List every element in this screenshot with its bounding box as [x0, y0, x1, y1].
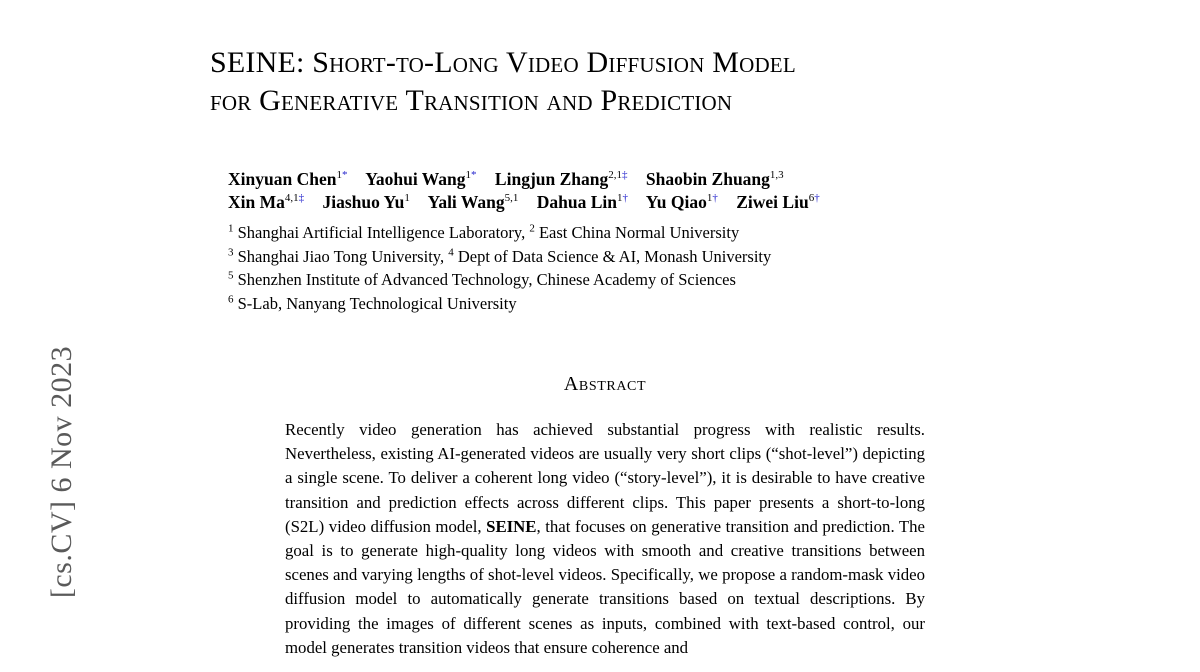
author-block: [228, 168, 1000, 214]
author-affil-sup: 1: [706, 192, 713, 205]
author-line-2: [228, 191, 1000, 214]
author-name: Xinyuan Chen: [228, 169, 337, 189]
author-mark-sup: †: [622, 192, 628, 205]
affiliation-line: [228, 245, 1000, 269]
affiliation-block: [228, 221, 1000, 315]
author-affil-sup: 6: [808, 192, 815, 205]
affiliation-mark: 6: [228, 293, 234, 305]
affiliation-line: [228, 292, 1000, 316]
author-affil-sup: 1: [617, 192, 623, 205]
author-affil-sup: 1: [404, 192, 410, 205]
author-name: Xin Ma: [228, 192, 285, 212]
abstract-bold-term: SEINE: [486, 516, 537, 536]
author-mark-sup: *: [341, 169, 348, 182]
author-name: Jiashuo Yu: [322, 192, 405, 212]
page-title: [210, 44, 1000, 120]
affiliation-text: Shanghai Artificial Intelligence Laboratory,: [233, 223, 530, 242]
title-lead: SEINE:: [210, 46, 305, 79]
abstract-text: [285, 418, 925, 660]
affiliation-mark: 5: [228, 269, 234, 282]
title-line2: for Generative Transition and Prediction: [210, 84, 733, 117]
author-mark-sup: †: [814, 192, 820, 205]
abstract-part-2: , that focuses on generative transition and prediction. The goal is to generate high-quality long videos with smooth and creative transitions between scenes and varying lengths of shot-level videos. Specifically, we propose a random-mask video diffusion model to automatically generate transitions based on textual descriptions. By providing the images of different scenes as inputs, combined with text-based control, our model generates transition videos that ensure coherence and: [285, 516, 925, 657]
author-mark-sup: †: [712, 192, 718, 205]
affiliation-mark: 3: [228, 246, 234, 258]
author-name: Ziwei Liu: [736, 192, 809, 212]
author-affil-sup: 1: [465, 169, 472, 182]
author-mark-sup: ‡: [622, 169, 628, 182]
author-affil-sup: 5,1: [504, 192, 519, 205]
author-name: Yaohui Wang: [365, 169, 466, 189]
abstract-part-1: Recently video generation has achieved substantial progress with realistic results. Nevertheless, existing AI-generated videos are usually very short clips (“shot-level”) depicting a single scene. To deliver a coherent long video (“story-level”), it is desirable to have creative transition and prediction effects across different clips. This paper presents a short-to-long (S2L) video diffusion model,: [285, 420, 925, 536]
title-line1: Short-to-Long Video Diffusion Model: [312, 46, 796, 79]
arxiv-stamp: [cs.CV] 6 Nov 2023: [45, 345, 78, 599]
affiliation-text: S-Lab, Nanyang Technological University: [233, 293, 517, 313]
affiliation-line: [228, 221, 1000, 245]
author-mark-sup: ‡: [298, 192, 305, 205]
author-name: Dahua Lin: [536, 192, 617, 212]
author-name: Yu Qiao: [645, 192, 707, 212]
affiliation-text: Shenzhen Institute of Advanced Technology, Chinese Academy of Sciences: [233, 270, 736, 289]
author-name: Lingjun Zhang: [494, 169, 609, 189]
author-affil-sup: 2,1: [608, 169, 622, 182]
author-mark-sup: *: [471, 169, 477, 182]
affiliation-text: East China Normal University: [534, 223, 740, 242]
author-line-1: [228, 168, 1000, 191]
affiliation-mark: 1: [228, 222, 234, 235]
abstract-heading: Abstract: [563, 373, 647, 395]
affiliation-mark: 2: [529, 222, 535, 235]
affiliation-line: [228, 268, 1000, 292]
author-affil-sup: 1: [336, 169, 342, 182]
paper-content: [210, 44, 1000, 660]
author-name: Yali Wang: [427, 192, 505, 212]
affiliation-text: Shanghai Jiao Tong University,: [233, 246, 449, 266]
affiliation-mark: 4: [448, 246, 454, 258]
author-affil-sup: 1,3: [769, 169, 784, 182]
author-affil-sup: 4,1: [284, 192, 299, 205]
affiliation-text: Dept of Data Science & AI, Monash University: [453, 246, 772, 266]
author-name: Shaobin Zhuang: [645, 169, 770, 189]
